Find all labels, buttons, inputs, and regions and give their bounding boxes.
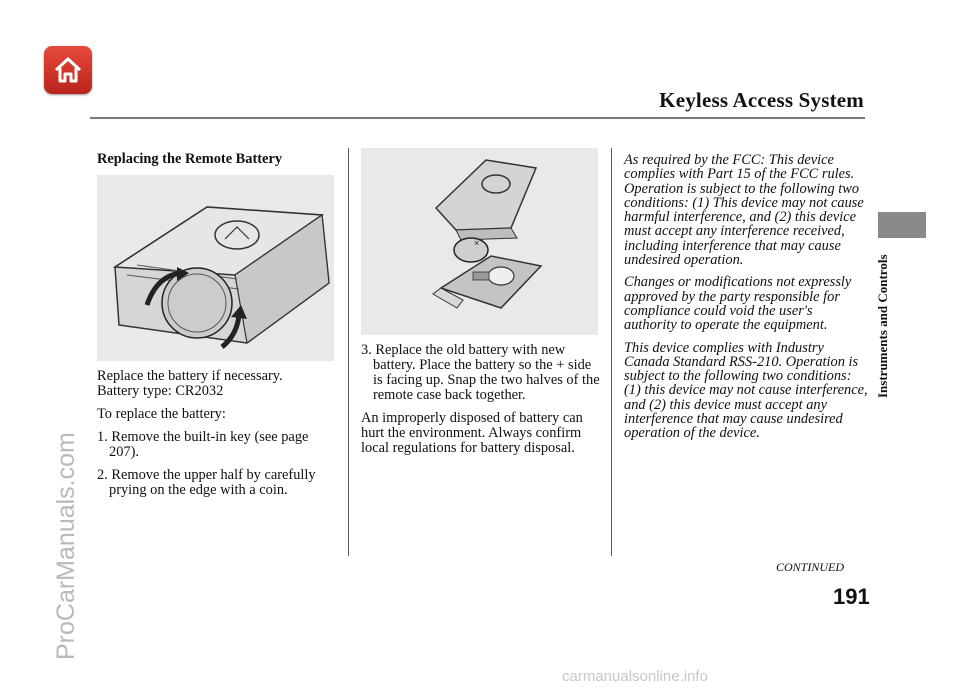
home-icon <box>52 54 84 86</box>
subsection-heading: Replacing the Remote Battery <box>97 151 283 167</box>
column-divider <box>611 148 612 556</box>
step-1: 1. Remove the built-in key (see page 207). <box>97 429 309 460</box>
fcc-notice <box>624 153 868 449</box>
side-watermark: ProCarManuals.com <box>52 432 80 660</box>
home-button[interactable] <box>44 46 92 94</box>
svg-text:×: × <box>474 238 480 248</box>
section-title: Keyless Access System <box>659 88 864 112</box>
battery-replacement-illustration <box>361 148 598 335</box>
remote-opening-illustration <box>97 175 334 361</box>
disposal-warning: An improperly disposed of battery can hurt the environment. Always confirm local regulations for battery disposal. <box>361 410 583 456</box>
fcc-paragraph: As required by the FCC: This device complies with Part 15 of the FCC rules. Operation is subject to the following two conditions: (1) This device may not cause harmful interference, and (2) this device must accept any interference received, including interference that may cause undesired operation. <box>624 152 864 269</box>
battery-type: Battery type: CR2032 <box>97 383 224 399</box>
industry-canada-paragraph: This device complies with Industry Canada Standard RSS-210. Operation is subject to the following two conditions: (1) this device may not cause interference, and (2) this device must accept any interference that may cause undesired operation of the device. <box>624 339 868 442</box>
left-column <box>97 152 337 506</box>
middle-column <box>361 148 601 464</box>
header-divider <box>90 117 865 119</box>
footer-watermark: carmanualsonline.info <box>562 668 708 685</box>
chapter-tab[interactable] <box>878 212 926 238</box>
column-divider <box>348 148 349 556</box>
continued-label: CONTINUED <box>776 560 845 574</box>
modifications-paragraph: Changes or modifications not expressly approved by the party responsible for compliance could void the user's authority to operate the equipment. <box>624 274 852 334</box>
steps-intro: To replace the battery: <box>97 406 226 422</box>
step-3: 3. Replace the old battery with new battery. Place the battery so the + side is facing up. Snap the two halves of the remote case back together. <box>361 342 600 403</box>
page-number: 191 <box>833 584 870 609</box>
intro-text: Replace the battery if necessary. <box>97 368 283 384</box>
step-2: 2. Remove the upper half by carefully prying on the edge with a coin. <box>97 467 316 498</box>
chapter-label: Instruments and Controls <box>875 254 890 398</box>
